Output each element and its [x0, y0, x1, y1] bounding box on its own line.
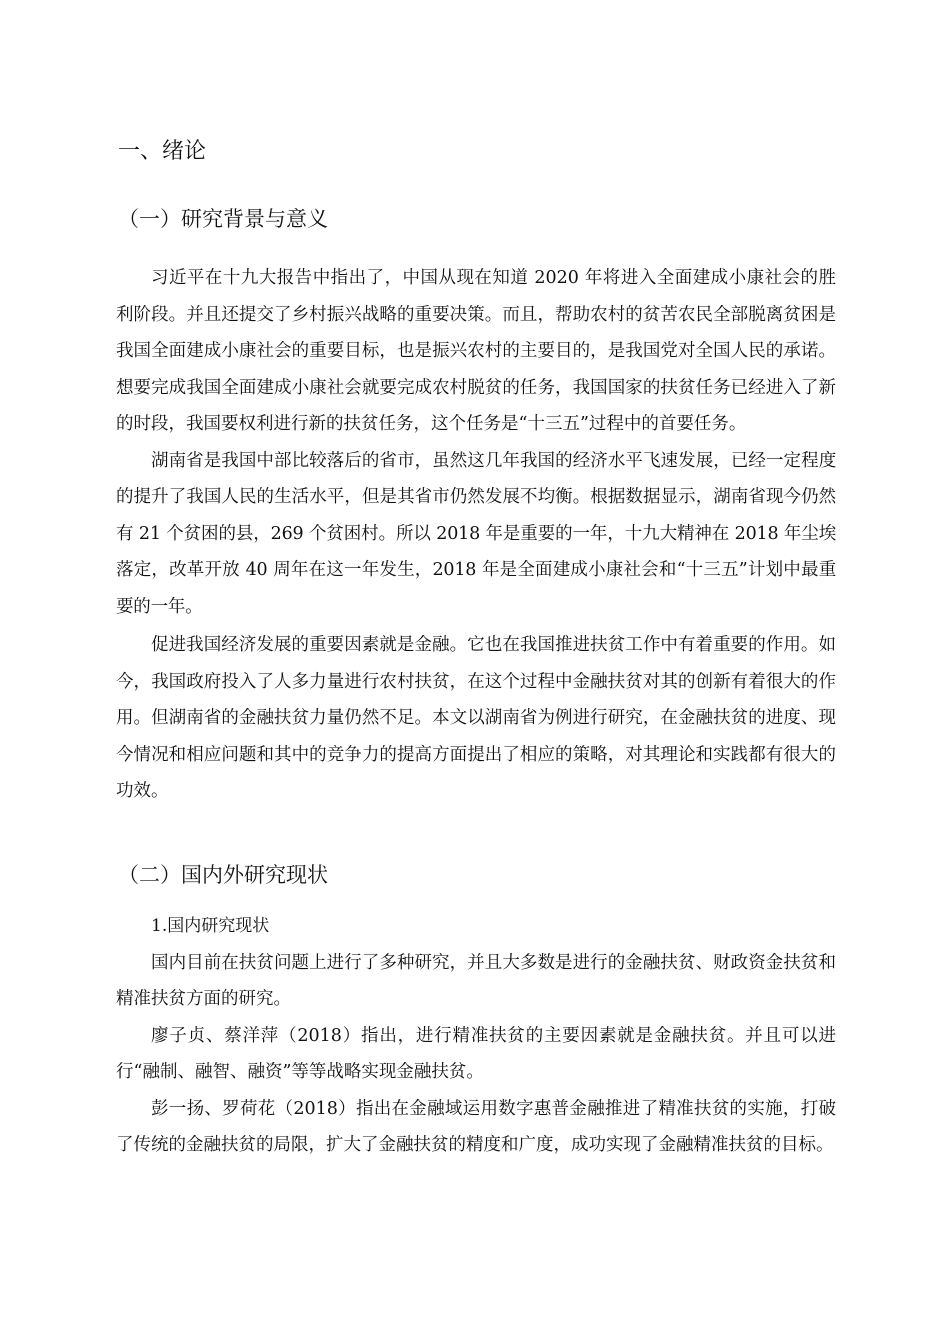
section-body-background-continued: [116, 627, 836, 810]
section-body-background: [116, 260, 836, 625]
paragraph: 促进我国经济发展的重要因素就是金融。它也在我国推进扶贫工作中有着重要的作用。如今，我国政府投入了人多力量进行农村扶贫，在这个过程中金融扶贫对其的创新有着很大的作用。但湖南省的金融扶贫力量仍然不足。本文以湖南省为例进行研究，在金融扶贫的进度、现今情况和相应问题和其中的竞争力的提高方面提出了相应的策略，对其理论和实践都有很大的功效。: [116, 635, 836, 801]
paragraph: 国内目前在扶贫问题上进行了多种研究，并且大多数是进行的金融扶贫、财政资金扶贫和精准扶贫方面的研究。: [116, 952, 836, 1009]
chapter-heading: 一、绪论: [118, 139, 207, 164]
paragraph: 廖子贞、蔡洋萍（2018）指出，进行精准扶贫的主要因素就是金融扶贫。并且可以进行“融制、融智、融资”等等战略实现金融扶贫。: [116, 1025, 836, 1082]
section-heading-background: （一）研究背景与意义: [118, 207, 328, 231]
section-heading-research-status: （二）国内外研究现状: [118, 863, 328, 887]
paragraph: 湖南省是我国中部比较落后的省市，虽然这几年我国的经济水平飞速发展，已经一定程度的提升了我国人民的生活水平，但是其省市仍然发展不均衡。根据数据显示，湖南省现今仍然有 21 个贫困的县，269 个贫困村。所以 2018 年是重要的一年，十九大精神在 2018 年尘埃落定，改革开放 40 周年在这一年发生，2018 年是全面建成小康社会和“十三五”计划中最重要的一年。: [116, 450, 836, 617]
subsection-heading: 1.国内研究现状: [151, 916, 270, 936]
paragraph: 彭一扬、罗荷花（2018）指出在金融域运用数字惠普金融推进了精准扶贫的实施，打破了传统的金融扶贫的局限，扩大了金融扶贫的精度和广度，成功实现了金融精准扶贫的目标。: [116, 1098, 836, 1155]
section-body-research-status: [116, 908, 836, 1164]
paragraph: 习近平在十九大报告中指出了，中国从现在知道 2020 年将进入全面建成小康社会的胜利阶段。并且还提交了乡村振兴战略的重要决策。而且，帮助农村的贫苦农民全部脱离贫困是我国全面建成小康社会的重要目标，也是振兴农村的主要目的，是我国党对全国人民的承诺。想要完成我国全面建成小康社会就要完成农村脱贫的任务，我国国家的扶贫任务已经进入了新的时段，我国要权利进行新的扶贫任务，这个任务是“十三五”过程中的首要任务。: [116, 268, 836, 434]
